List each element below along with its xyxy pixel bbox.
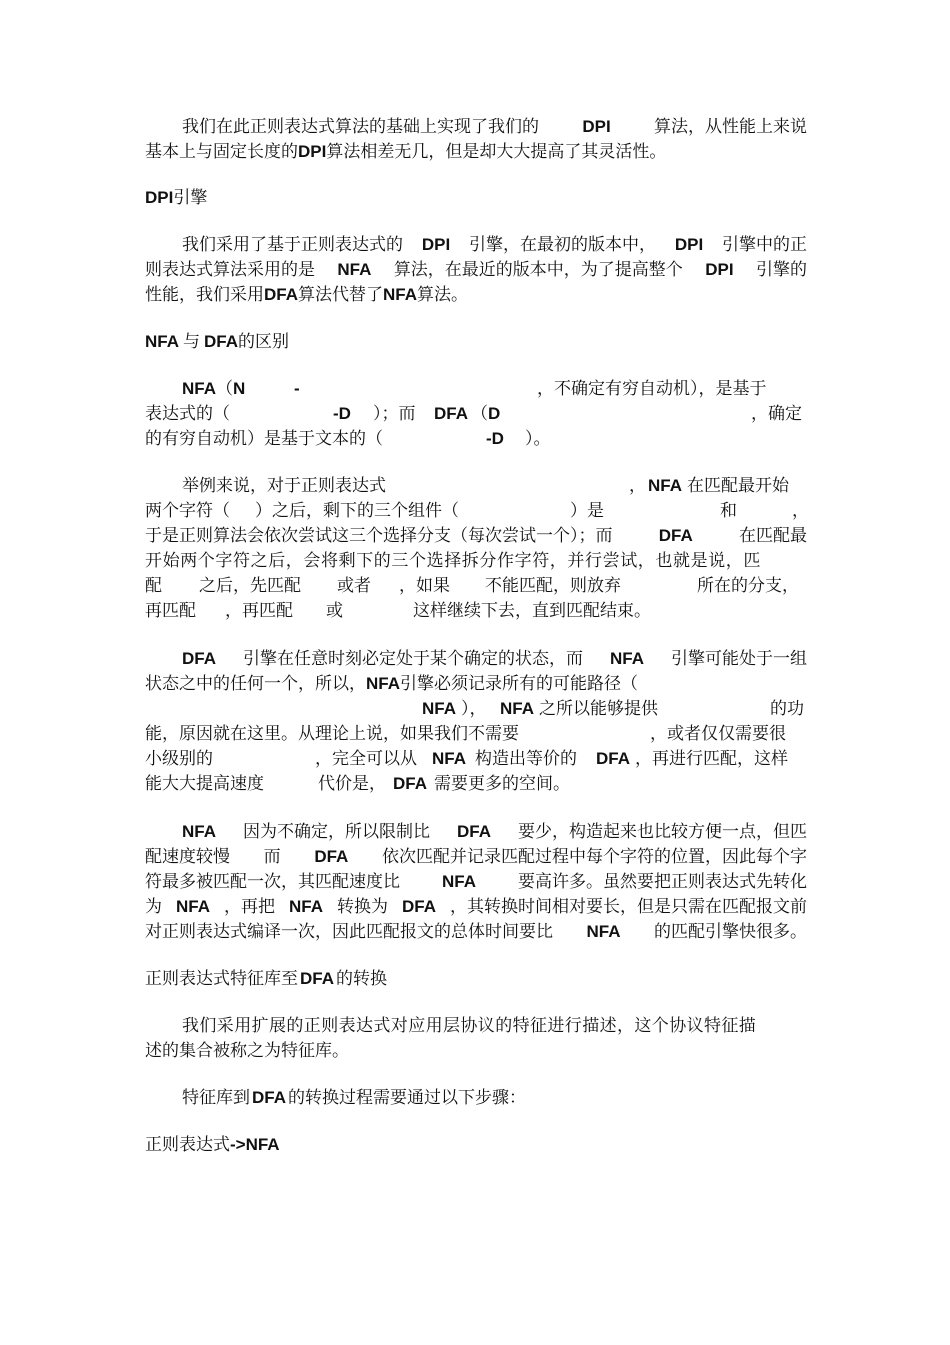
term: NFA — [442, 872, 476, 891]
term: NFA — [586, 922, 621, 941]
section-heading-dpi-engine — [145, 186, 207, 210]
text: ，再进行匹配，这样 — [635, 749, 788, 769]
term: NFA — [610, 649, 644, 668]
text: 算法代替了 — [298, 285, 383, 305]
text: 能大大提高速度 — [145, 774, 264, 794]
text: 的转换 — [336, 969, 387, 989]
term: NFA — [145, 332, 179, 351]
text: 不能匹配，则放弃 — [485, 576, 621, 596]
paragraph-4-line-3 — [145, 524, 807, 548]
paragraph-4-line-2 — [145, 499, 807, 523]
paragraph-4-line-4 — [145, 549, 761, 573]
text: 能，原因就在这里。从理论上说，如果我们不需要 — [145, 724, 519, 744]
term: D — [488, 404, 501, 423]
text: 我们采用了基于正则表达式的 — [182, 235, 403, 255]
text: 要少，构造起来也比较方便一点，但匹 — [518, 822, 807, 842]
term: NFA — [500, 699, 534, 718]
paragraph-5-line-4 — [145, 722, 807, 746]
text: 表达式的（ — [145, 404, 230, 424]
text: 开始两个字符之后，会将剩下的三个选择拆分作字符，并行尝试，也就是说，匹 — [145, 551, 761, 571]
text: 两个字符（ — [145, 501, 230, 521]
text: 因为不确定，所以限制比 — [243, 822, 430, 842]
text: 引擎必须记录所有的可能路径（ — [400, 674, 638, 694]
paragraph-2-line-1 — [182, 233, 807, 257]
term: DFA — [204, 332, 238, 351]
text: 之后，先匹配 — [199, 576, 301, 596]
text: 举例来说，对于正则表达式 — [182, 476, 386, 496]
text: ， — [792, 501, 809, 521]
paragraph-6-line-2 — [145, 845, 807, 869]
text: ，如果 — [399, 576, 450, 596]
text: 于是正则算法会依次尝试这三个选择分支（每次尝试一个）；而 — [145, 526, 613, 546]
text: ，再匹配 — [225, 601, 293, 621]
term: DPI — [298, 142, 327, 161]
text: ，再把 — [224, 897, 275, 917]
term: NFA — [648, 476, 682, 495]
text: 的有穷自动机）是基于文本的（ — [145, 429, 383, 449]
text: 在匹配最开始 — [687, 476, 789, 496]
paragraph-8 — [182, 1086, 526, 1110]
term: -D — [486, 429, 504, 448]
text: ，或者仅仅需要很 — [650, 724, 786, 744]
text: 算法，从性能上来说 — [654, 117, 807, 137]
term: DFA — [314, 847, 349, 866]
term: NFA — [176, 897, 210, 916]
section-heading-nfa-dfa — [145, 330, 289, 354]
term: DFA — [434, 404, 468, 423]
text: ）；而 — [373, 404, 416, 424]
term: DPI — [674, 235, 704, 254]
text: （ — [216, 379, 233, 399]
text: 的功 — [770, 699, 804, 719]
term: DFA — [457, 822, 491, 841]
term: - — [294, 379, 300, 398]
text: 符最多被匹配一次，其匹配速度比 — [145, 872, 400, 892]
paragraph-6-line-5 — [145, 920, 807, 944]
text: 引擎在任意时刻必定处于某个确定的状态，而 — [243, 649, 583, 669]
text: 状态之中的任何一个，所以， — [145, 674, 366, 694]
paragraph-5-line-2 — [145, 672, 638, 696]
paragraph-3-line-2 — [145, 402, 807, 426]
paragraph-5-line-6 — [145, 772, 570, 796]
term: DFA — [658, 526, 693, 545]
term: NFA — [182, 822, 216, 841]
paragraph-5-line-5 — [145, 747, 807, 771]
text: ， — [629, 476, 646, 496]
text: 正则表达式特征库至 — [145, 969, 298, 989]
text: 的转换过程需要通过以下步骤： — [288, 1088, 526, 1108]
text: 这样继续下去，直到匹配结束。 — [413, 601, 651, 621]
text: 需要更多的空间。 — [434, 774, 570, 794]
paragraph-5-line-1 — [182, 647, 807, 671]
text: 引擎，在最初的版本中， — [469, 235, 656, 255]
section-heading-signature-to-dfa — [145, 967, 387, 991]
text: 之所以能够提供 — [539, 699, 658, 719]
term: NFA — [289, 897, 323, 916]
text: 转换为 — [337, 897, 388, 917]
text: ，其转换时间相对要长，但是只需在匹配报文前 — [450, 897, 807, 917]
term: N — [233, 379, 246, 398]
text: 要高许多。虽然要把正则表达式先转化 — [518, 872, 807, 892]
paragraph-3-line-3 — [145, 427, 551, 451]
text: 和 — [720, 501, 737, 521]
term: -D — [333, 404, 351, 423]
text: 配 — [145, 576, 162, 596]
text: 与 — [183, 332, 200, 352]
text: （ — [471, 404, 488, 424]
text: 述的集合被称之为特征库。 — [145, 1041, 349, 1061]
text: 则表达式算法采用的是 — [145, 260, 315, 280]
paragraph-1-line-1 — [182, 115, 807, 139]
term: NFA — [337, 260, 372, 279]
paragraph-5-line-3 — [145, 697, 807, 721]
term: ->NFA — [230, 1135, 280, 1154]
term: NFA — [432, 749, 466, 768]
text: ，确定 — [751, 404, 802, 424]
paragraph-4-line-6 — [145, 599, 807, 623]
text: ，不确定有穷自动机），是基于 — [537, 379, 767, 399]
term: DFA — [182, 649, 216, 668]
term: NFA — [383, 285, 417, 304]
text: 我们采用扩展的正则表达式对应用层协议的特征进行描述，这个协议特征描 — [182, 1016, 757, 1036]
term: DFA — [300, 969, 334, 988]
paragraph-1-line-2 — [145, 140, 666, 164]
text: 引擎中的正 — [722, 235, 807, 255]
section-heading-regex-to-nfa — [145, 1133, 280, 1157]
text: 配速度较慢 — [145, 847, 230, 867]
text: 在匹配最 — [739, 526, 807, 546]
text: 正则表达式 — [145, 1135, 230, 1155]
text: ）， — [461, 699, 487, 719]
term: DPI — [421, 235, 451, 254]
paragraph-6-line-1 — [182, 820, 807, 844]
text: 的匹配引擎快很多。 — [654, 922, 807, 942]
text: 的区别 — [238, 332, 289, 352]
text: 基本上与固定长度的 — [145, 142, 298, 162]
text: 引擎的 — [755, 260, 807, 280]
text: 性能，我们采用 — [145, 285, 264, 305]
term: DPI — [582, 117, 611, 136]
text: 对正则表达式编译一次，因此匹配报文的总体时间要比 — [145, 922, 553, 942]
term: DPI — [705, 260, 734, 279]
text: 所在的分支， — [697, 576, 799, 596]
text: ）是 — [570, 501, 604, 521]
text: 引擎 — [173, 188, 208, 208]
paragraph-7-line-2 — [145, 1039, 349, 1063]
text: ，完全可以从 — [315, 749, 417, 769]
term: NFA — [182, 379, 216, 398]
term: DFA — [252, 1088, 286, 1107]
paragraph-4-line-1 — [182, 474, 807, 498]
text: 依次匹配并记录匹配过程中每个字符的位置，因此每个字 — [381, 847, 807, 867]
text: 我们在此正则表达式算法的基础上实现了我们的 — [182, 117, 539, 137]
paragraph-2-line-2 — [145, 258, 807, 282]
text: 构造出等价的 — [475, 749, 577, 769]
term: DPI — [145, 188, 174, 207]
term: DFA — [264, 285, 298, 304]
paragraph-4-line-5 — [145, 574, 807, 598]
text: 小级别的 — [145, 749, 213, 769]
text: 再匹配 — [145, 601, 196, 621]
text: 或 — [326, 601, 343, 621]
paragraph-6-line-4 — [145, 895, 807, 919]
text: 算法，在最近的版本中，为了提高整个 — [393, 260, 683, 280]
text: 引擎可能处于一组 — [671, 649, 807, 669]
text: 而 — [263, 847, 281, 867]
term: DFA — [596, 749, 630, 768]
text: 算法相差无几，但是却大大提高了其灵活性。 — [326, 142, 667, 162]
paragraph-2-line-3 — [145, 283, 468, 307]
text: 为 — [145, 897, 162, 917]
paragraph-3-line-1 — [182, 377, 807, 401]
paragraph-7-line-1 — [182, 1014, 756, 1038]
text: ）之后，剩下的三个组件（ — [255, 501, 459, 521]
text: 特征库到 — [182, 1088, 250, 1108]
term: NFA — [366, 674, 400, 693]
text: 算法。 — [417, 285, 468, 305]
text: 或者 — [337, 576, 371, 596]
text: ）。 — [525, 429, 551, 449]
term: DFA — [402, 897, 436, 916]
paragraph-6-line-3 — [145, 870, 807, 894]
term: DFA — [393, 774, 427, 793]
text: 代价是， — [318, 774, 386, 794]
term: NFA — [422, 699, 456, 718]
